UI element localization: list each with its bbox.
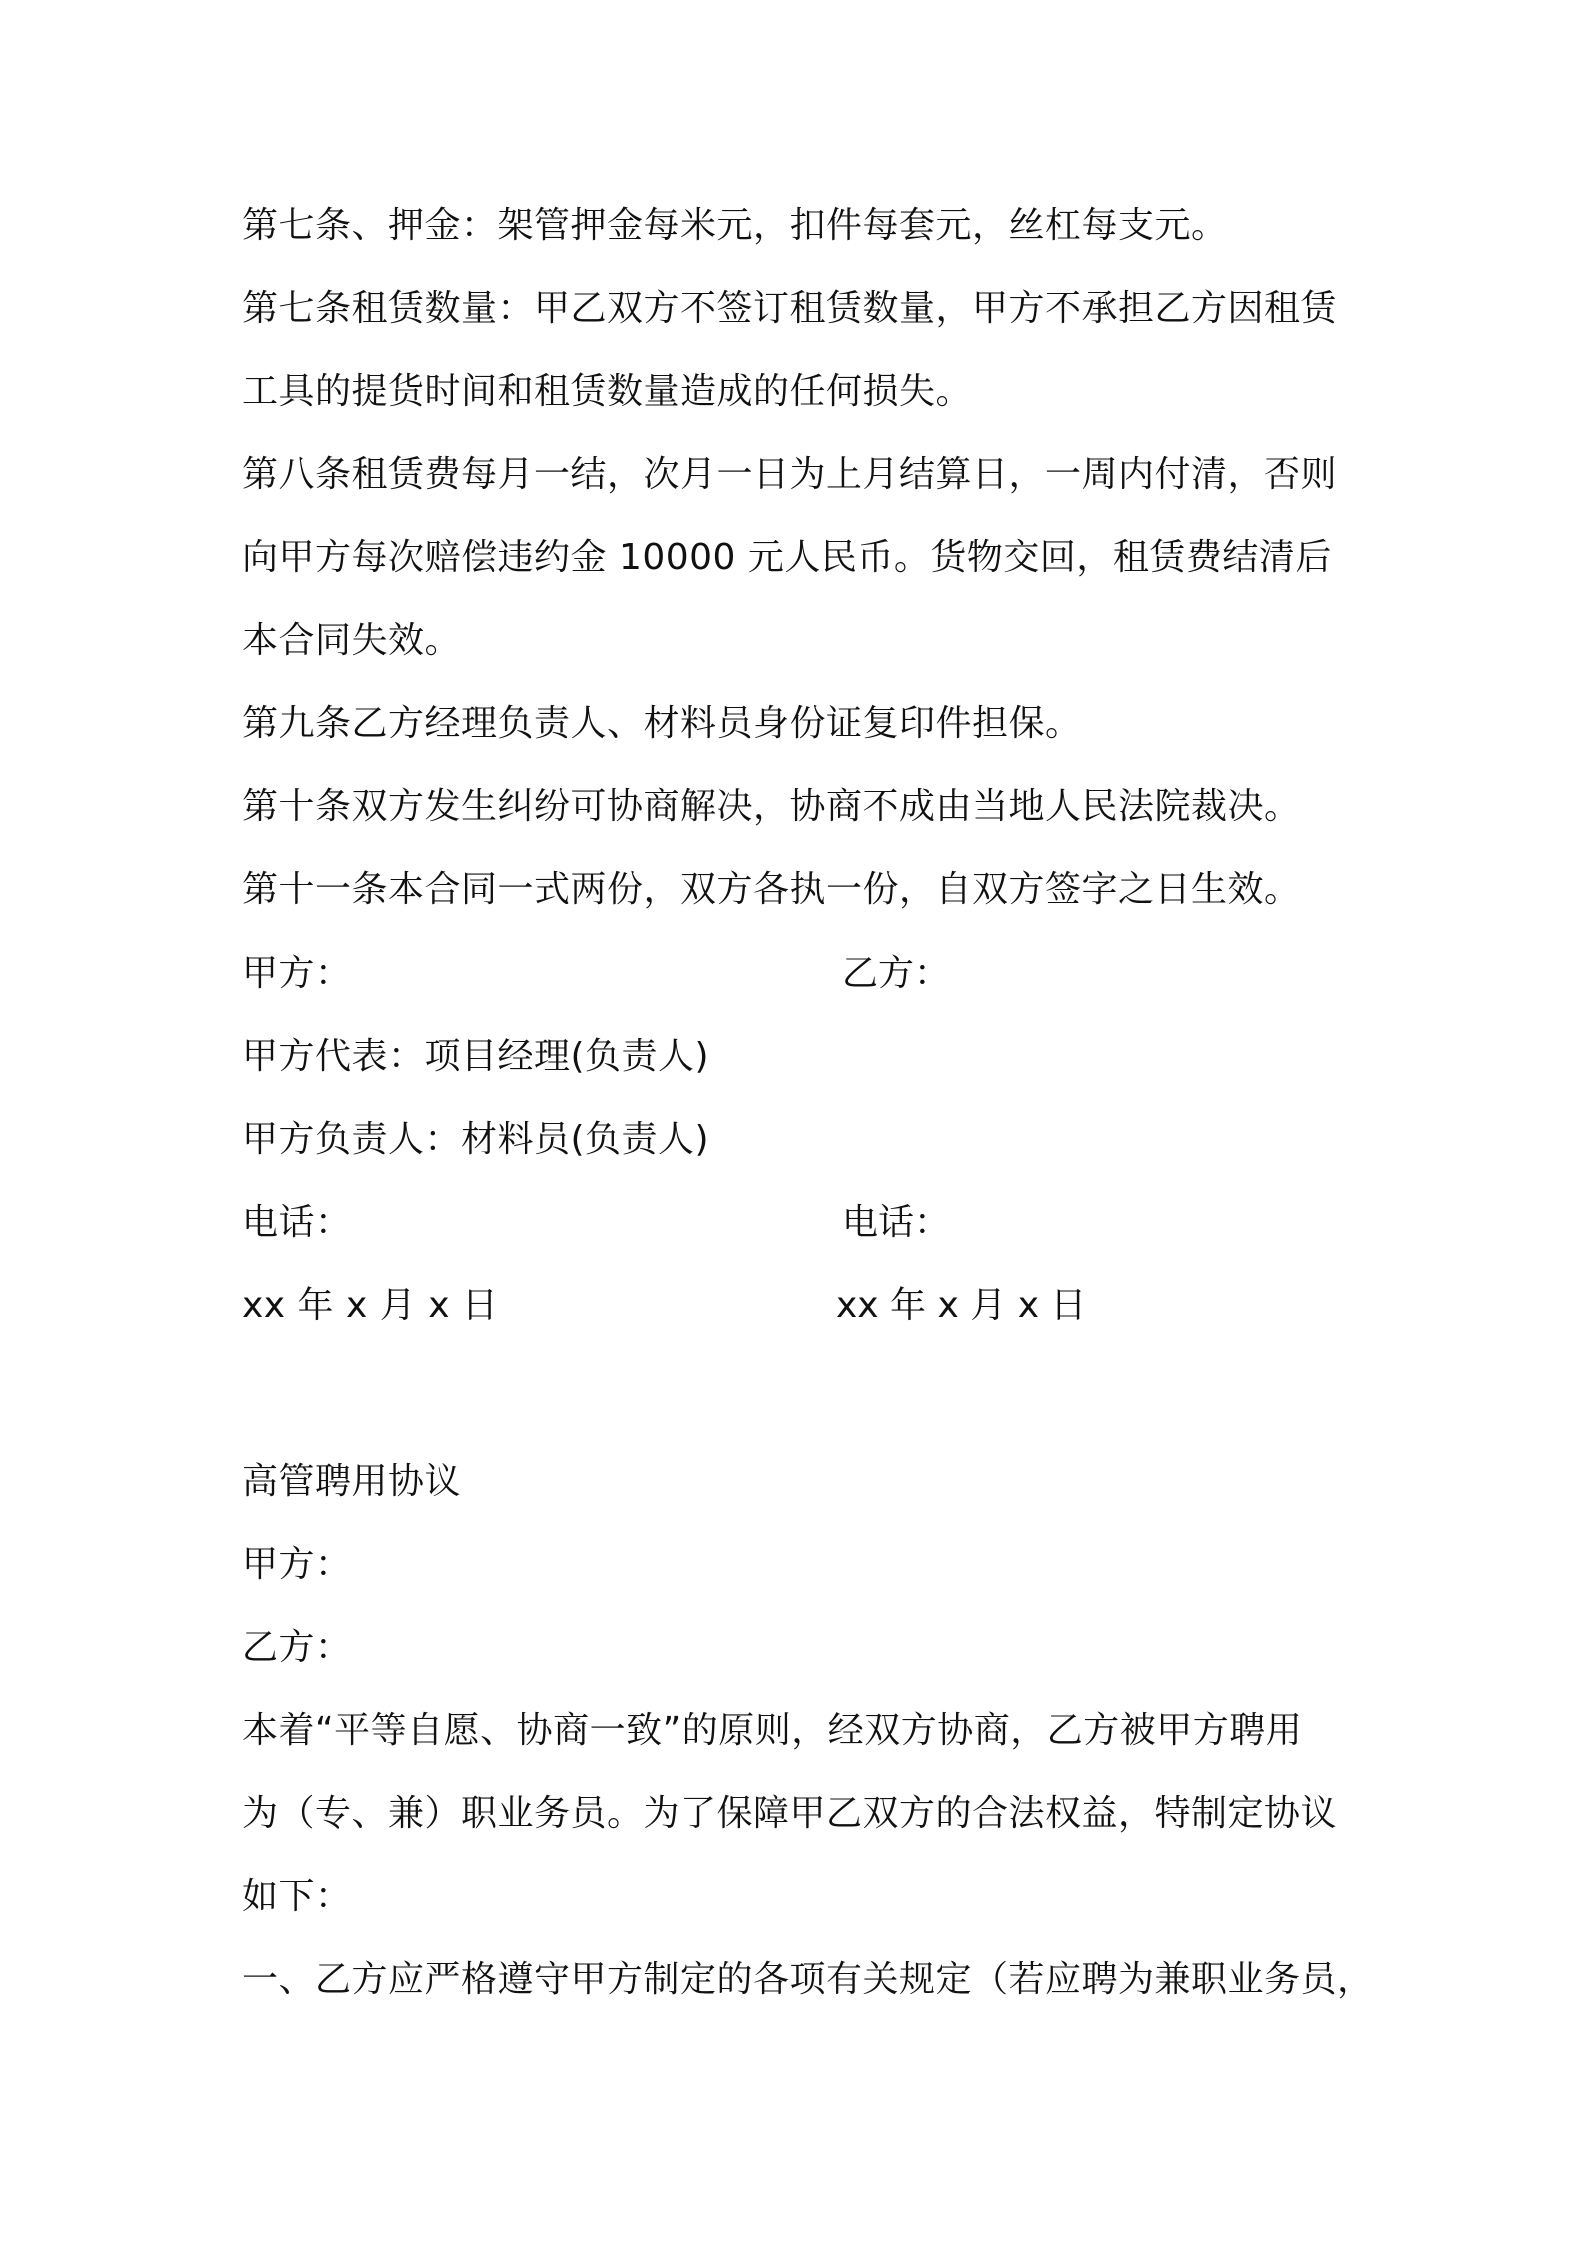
sign-responsible-person: 甲方负责人：材料员(负责人) (242, 1119, 710, 1160)
agreement-intro: 本着“平等自愿、协商一致”的原则，经双方协商，乙方被甲方聘用 (242, 1710, 1303, 1751)
sign-phone-a: 电话： (242, 1202, 352, 1243)
sign-party-a: 甲方： (242, 953, 352, 994)
agreement-intro-end: 如下： (242, 1876, 352, 1917)
agreement-party-a: 甲方： (242, 1544, 352, 1585)
agreement-party-b: 乙方： (242, 1627, 352, 1668)
clause-8-fee-cont: 向甲方每次赔偿违约金 10000 元人民币。货物交回，租赁费结清后 (242, 537, 1332, 578)
sign-date-b: xx 年 x 月 x 日 (836, 1285, 1087, 1326)
clause-7-quantity-cont: 工具的提货时间和租赁数量造成的任何损失。 (242, 371, 973, 412)
sign-date-a: xx 年 x 月 x 日 (242, 1285, 499, 1326)
clause-7-quantity: 第七条租赁数量：甲乙双方不签订租赁数量，甲方不承担乙方因租赁 (242, 288, 1338, 329)
sign-representative: 甲方代表：项目经理(负责人) (242, 1036, 710, 1077)
clause-8-fee-end: 本合同失效。 (242, 620, 462, 661)
clause-9-guarantee: 第九条乙方经理负责人、材料员身份证复印件担保。 (242, 703, 1082, 744)
clause-7-deposit: 第七条、押金：架管押金每米元，扣件每套元，丝杠每支元。 (242, 205, 1228, 246)
agreement-clause-1: 一、乙方应严格遵守甲方制定的各项有关规定（若应聘为兼职业务员， (242, 1959, 1374, 2000)
clause-10-dispute: 第十条双方发生纠纷可协商解决，协商不成由当地人民法院裁决。 (242, 786, 1301, 827)
clause-8-fee: 第八条租赁费每月一结，次月一日为上月结算日，一周内付清，否则 (242, 454, 1338, 495)
agreement-title: 高管聘用协议 (242, 1461, 462, 1502)
sign-phone-b: 电话： (842, 1202, 951, 1243)
clause-11-copies: 第十一条本合同一式两份，双方各执一份，自双方签字之日生效。 (242, 869, 1301, 910)
sign-party-b: 乙方： (842, 953, 951, 994)
agreement-intro-cont: 为（专、兼）职业务员。为了保障甲乙双方的合法权益，特制定协议 (242, 1793, 1338, 1834)
